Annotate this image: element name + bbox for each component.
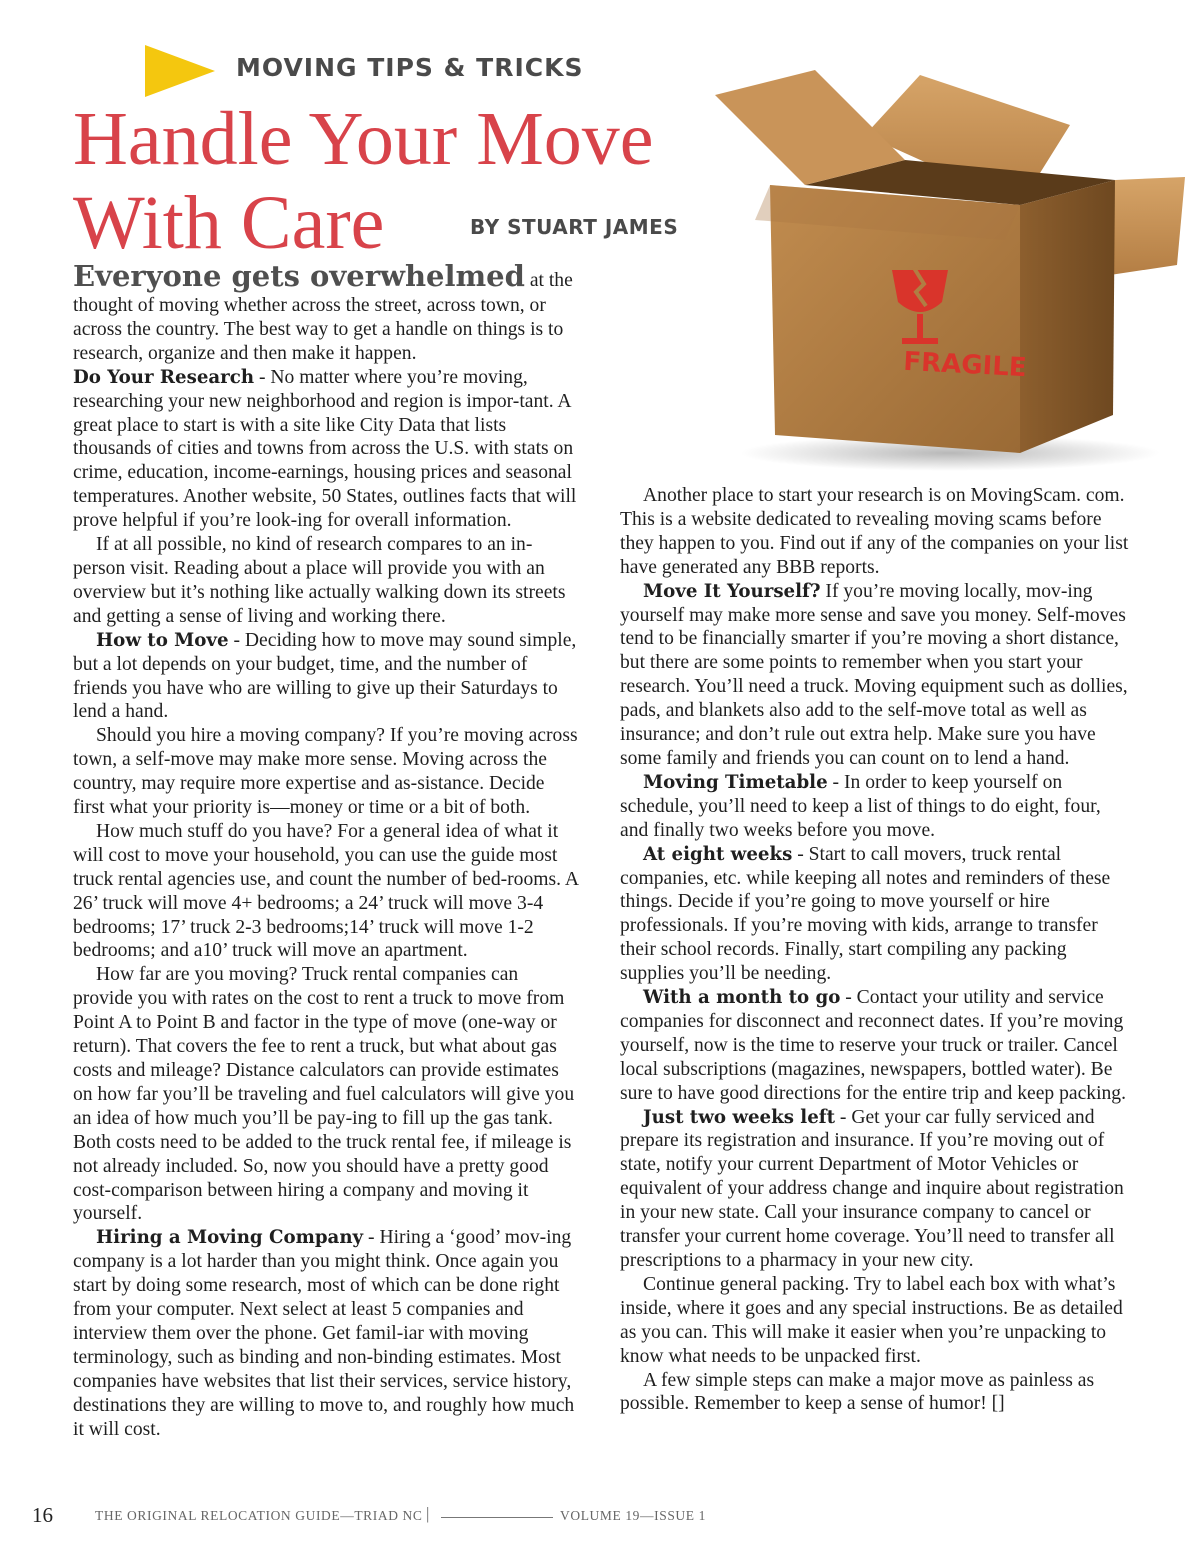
article-column-right [620,484,1132,1416]
self-move-paragraph [620,580,1132,771]
lead-text: at the thought of moving whether across the street, across town, or across the country. The best way to get a handle on things is to research, organize and then make it happen. [73,270,573,364]
lead-paragraph [73,258,578,366]
two-weeks-heading: Just two weeks left [643,1106,835,1128]
page-number: 16 [32,1503,53,1527]
fragile-box-illustration [715,65,1195,475]
research-text: - No matter where you’re moving, researching your new neighborhood and region is impor-tant. A great place to start is with a site like City Data that lists thousands of cities and towns from across the U.S. with stats on crime, education, income-earnings, housing prices and seasonal temperatures. Another website, 50 States, outlines facts that will prove helpful if you’re look-ing for overall information. [73,366,577,532]
month-text: - Contact your utility and service companies for disconnect and reconnect dates. If you’re moving yourself, now is the time to reserve your truck or trailer. Cancel local subscriptions (magazines, newspapers, bottled water). Be sure to have good directions for the entire trip and keep packing. [620,987,1127,1104]
footer-rule [441,1517,553,1518]
section-kicker: MOVING TIPS & TRICKS [236,53,584,82]
box-label: FRAGILE [902,346,1028,384]
stuff-paragraph: How much stuff do you have? For a general idea of what it will cost to move your household, you can use the guide most truck rental agencies use, and count the number of bed-rooms. A 26’ truck will move 4+ bedrooms; a 24’ truck will move 3-4 bedrooms; 17’ truck 2-3 bedrooms;14’ truck will move 1-2 bedrooms; and a10’ truck will move an apartment. [73,820,578,962]
byline: BY STUART JAMES [470,215,679,239]
two-weeks-text: - Get your car fully serviced and prepare its registration and insurance. If you’re moving out of state, notify your current Department of Motor Vehicles or equivalent of your address change and inquire about registration in your new state. Call your insurance company to cancel or transfer your current home coverage. You’ll need to transfer all prescriptions to a pharmacy in your new city. [620,1106,1124,1271]
publication-name: THE ORIGINAL RELOCATION GUIDE—TRIAD NC [95,1508,423,1523]
box-right-flap [1110,177,1185,275]
howfar-paragraph: How far are you moving? Truck rental companies can provide you with rates on the cost to rent a truck to move from Point A to Point B and factor in the type of move (one-way or return). That covers the fee to rent a truck, but what about gas costs and mileage? Distance calculators can provide estimates on how far you’ll be traveling and fuel calculators will give you an idea of how much you’ll be pay-ing to fill up the gas tank. Both costs need to be added to the truck rental fee, if mileage is not already included. So, now you should have a pretty good cost-comparison between hiring a company and moving it yourself. [73,964,575,1225]
timetable-paragraph [620,771,1132,843]
research-paragraph [73,366,578,533]
page-footer [0,1503,1200,1533]
two-weeks-paragraph [620,1106,1132,1273]
lead-cap: Everyone gets overwhelmed [73,259,525,293]
hire-question-paragraph: Should you hire a moving company? If you’re moving across town, a self-move may make more sense. Moving across the country, may require more expertise and as-sistance. Decide first what your priority is—money or time or a bit of both. [73,725,578,819]
packing-paragraph: Continue general packing. Try to label each box with what’s inside, where it goes and any special instructions. Be as detailed as you can. This will make it easier when you’re unpacking to know what needs to be unpacked first. [620,1273,1123,1367]
eight-weeks-paragraph [620,843,1132,986]
scam-paragraph: Another place to start your research is on MovingScam. com. This is a website dedicated to revealing moving scams before they happen to you. Find out if any of the companies on your list have generated any BBB reports. [620,485,1129,578]
hiring-heading: Hiring a Moving Company [96,1227,364,1249]
article-title: Handle Your Move With Care [73,97,654,265]
howto-text: - Deciding how to move may sound simple, but a lot depends on your budget, time, and the number of friends you have who are willing to give up their Saturdays to lend a hand. [73,629,577,723]
self-move-text: If you’re moving locally, mov-ing yourself may make more sense and save you money. Self-moves tend to be financially smarter if you’re moving a short distance, but there are some points to remember when you start your research. You’ll need a truck. Moving equipment such as dollies, pads, and blankets also add to the self-move total as well as insurance; and don’t rule out extra help. Make sure you have some family and friends you can count on to lend a hand. [620,580,1128,769]
hiring-paragraph [73,1226,578,1441]
closing-paragraph: A few simple steps can make a major move as painless as possible. Remember to keep a sense of humor! [] [620,1369,1095,1415]
month-heading: With a month to go [643,987,841,1009]
timetable-heading: Moving Timetable [643,771,828,793]
self-move-heading: Move It Yourself? [643,580,821,602]
inperson-paragraph: If at all possible, no kind of research compares to an in-person visit. Reading about a place will provide you with an overview but it’s nothing like actually walking down its streets and getting a sense of living and working there. [73,534,566,627]
kicker-arrow-icon [145,45,215,97]
howto-paragraph [73,629,578,725]
eight-weeks-text: - Start to call movers, truck rental companies, etc. while keeping all notes and reminders of these things. Decide if you’re going to move yourself or hire professionals. If you’re moving with kids, arrange to transfer their school records. Finally, start compiling any packing supplies you’ll be needing. [620,843,1111,985]
howto-heading: How to Move [96,629,229,651]
timetable-text: - In order to keep yourself on schedule, you’ll need to keep a list of things to do eight, four, and finally two weeks before you move. [620,771,1101,841]
footer-separator: | [426,1504,430,1523]
article-column-left [73,258,578,1442]
volume-issue: VOLUME 19—ISSUE 1 [560,1508,706,1523]
eight-weeks-heading: At eight weeks [643,843,793,865]
month-paragraph [620,986,1132,1106]
research-heading: Do Your Research [73,366,255,388]
hiring-text: - Hiring a ‘good’ mov-ing company is a lot harder than you might think. Once again you start by doing some research, most of which can be done right from your computer. Next select at least 5 companies and interview them over the phone. Get famil-iar with moving terminology, such as binding and non-binding estimates. Most companies have websites that list their services, service history, destinations they are willing to move to, and roughly how much it will cost. [73,1227,575,1440]
box-side-face [1020,180,1115,453]
